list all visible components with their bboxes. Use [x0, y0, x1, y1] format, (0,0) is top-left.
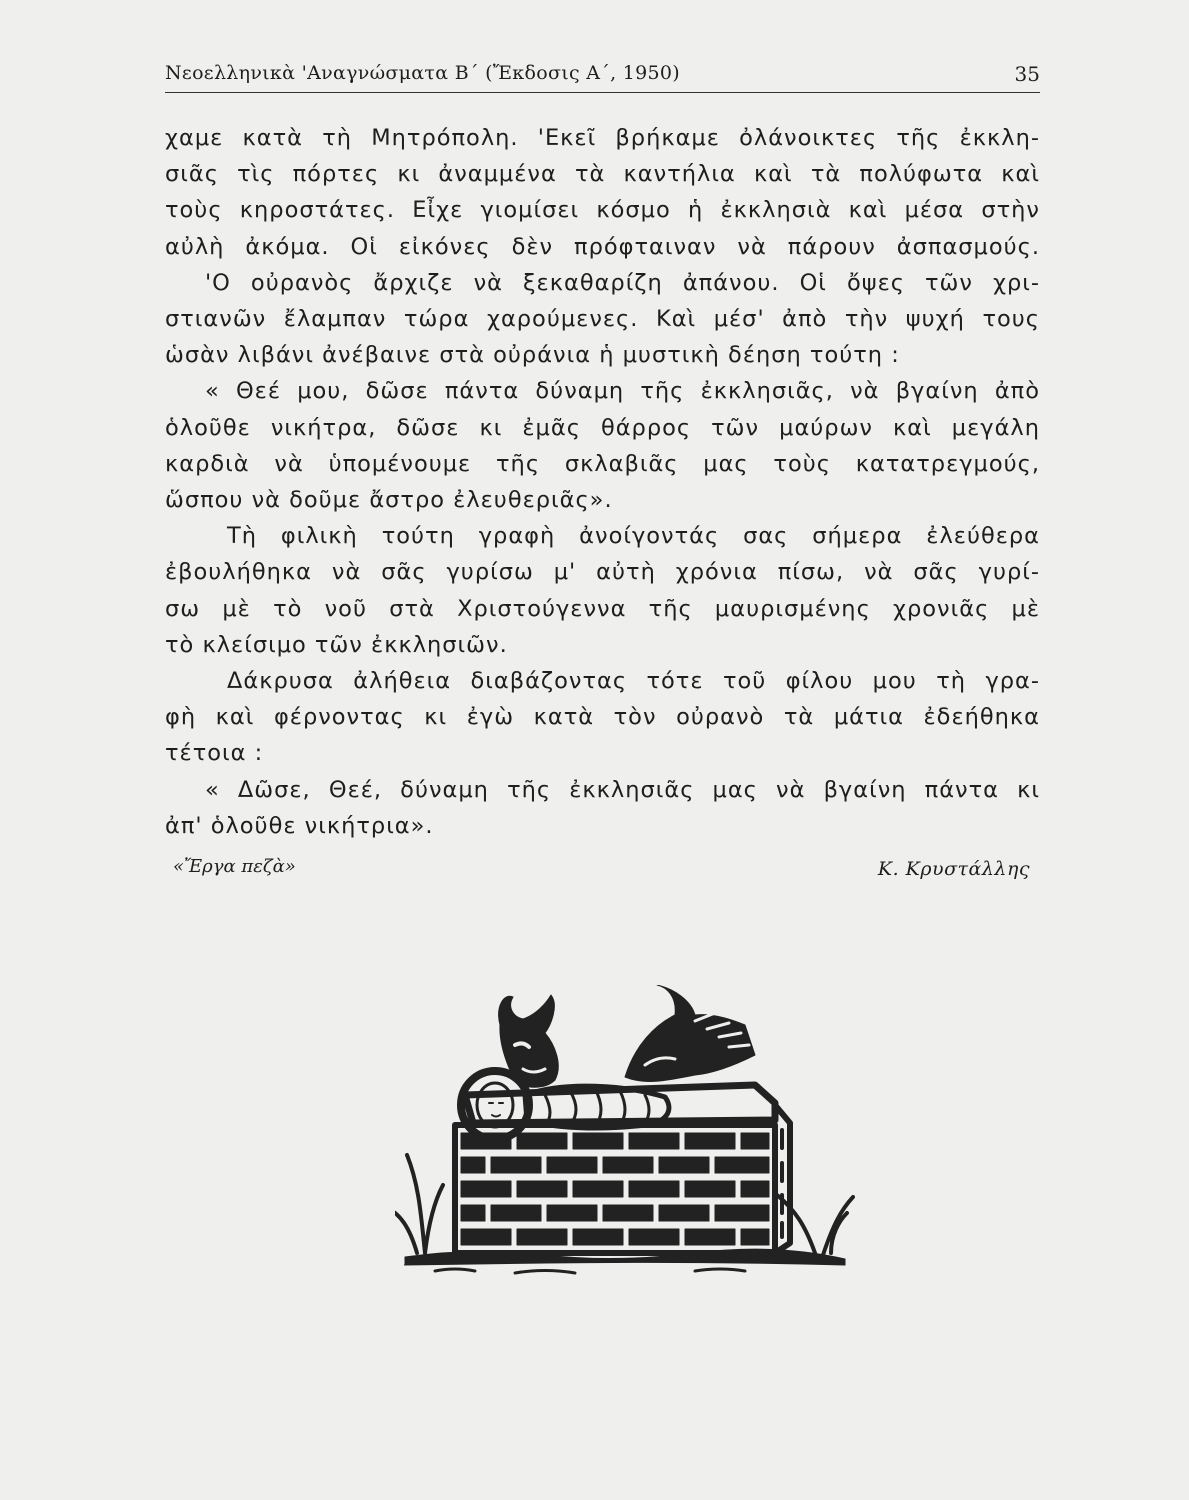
text-line: ἀπ' ὁλοῦθε νικήτρια». — [165, 812, 434, 839]
text-line: φὴ καὶ φέρνοντας κι ἐγὼ κατὰ τὸν οὐρανὸ τὰ μάτια ἐδεήθηκα — [165, 704, 1040, 731]
author-name: Κ. Κρυστάλλης — [877, 858, 1030, 880]
text-line: καρδιὰ νὰ ὑπομένουμε τῆς σκλαβιᾶς μας τοὺς κατατρεγμούς, — [165, 450, 1040, 477]
text-line: χαμε κατὰ τὴ Μητρόπολη. 'Εκεῖ βρήκαμε ὀλάνοικτες τῆς ἐκκλη- — [165, 125, 1040, 151]
text-line: ὡσὰν λιβάνι ἀνέβαινε στὰ οὐράνια ἡ μυστικὴ δέηση τούτη : — [165, 342, 900, 369]
text-line: ὥσπου νὰ δοῦμε ἄστρο ἐλευθεριᾶς». — [165, 487, 613, 514]
ground-strokes — [435, 1269, 745, 1273]
bricks — [461, 1133, 769, 1245]
text-line: ὁλοῦθε νικήτρα, δῶσε κι ἐμᾶς θάρρος τῶν μαύρων καὶ μεγάλη — [165, 414, 1040, 441]
text-line: ἐβουλήθηκα νὰ σᾶς γυρίσω μ' αὐτὴ χρόνια πίσω, νὰ σᾶς γυρί- — [165, 559, 1040, 586]
text-line: « Δῶσε, Θεέ, δύναμη τῆς ἐκκλησιᾶς μας νὰ βγαίνη πάντα κι — [205, 776, 1040, 803]
text-line: τὸ κλείσιμο τῶν ἐκκλησιῶν. — [165, 631, 508, 658]
header-title: Νεοελληνικὰ 'Αναγνώσματα Β΄ (Ἔκδοσις Α΄, 1950) — [165, 62, 681, 84]
text-line: Τὴ φιλικὴ τούτη γραφὴ ἀνοίγοντάς σας σήμερα ἐλεύθερα — [227, 523, 1040, 550]
running-header — [165, 60, 1040, 93]
attribution — [165, 856, 1040, 886]
text-line: σιᾶς τὶς πόρτες κι ἀναμμένα τὰ καντήλια καὶ τὰ πολύφωτα καὶ — [165, 161, 1040, 188]
text-line: τοὺς κηροστάτες. Εἶχε γιομίσει κόσμο ἡ ἐκκλησιὰ καὶ μέσα στὴν — [165, 197, 1040, 224]
text-line: Δάκρυσα ἀλήθεια διαβάζοντας τότε τοῦ φίλου μου τὴ γρα- — [227, 668, 1040, 695]
text-line: 'Ο οὐρανὸς ἄρχιζε νὰ ξεκαθαρίζη ἀπάνου. Οἱ ὄψες τῶν χρι- — [205, 269, 1040, 296]
text-line: σω μὲ τὸ νοῦ στὰ Χριστούγεννα τῆς μαυρισμένης χρονιᾶς μὲ — [165, 595, 1040, 622]
text-line: « Θεέ μου, δῶσε πάντα δύναμη τῆς ἐκκλησιᾶς, νὰ βγαίνη ἀπὸ — [205, 378, 1040, 405]
source-title: «Ἔργα πεζὰ» — [173, 856, 296, 877]
plant-left-icon — [395, 1155, 443, 1253]
text-line: αὐλὴ ἀκόμα. Οἱ εἰκόνες δὲν πρόφταιναν νὰ πάρουν ἀσπασμούς. — [165, 233, 1040, 260]
text-line: τέτοια : — [165, 740, 264, 767]
body-text — [165, 120, 1040, 844]
nativity-illustration — [395, 985, 855, 1285]
page-number: 35 — [1014, 62, 1040, 86]
text-line: στιανῶν ἔλαμπαν τώρα χαρούμενες. Καὶ μέσ' ἀπὸ τὴν ψυχή τους — [165, 306, 1040, 333]
